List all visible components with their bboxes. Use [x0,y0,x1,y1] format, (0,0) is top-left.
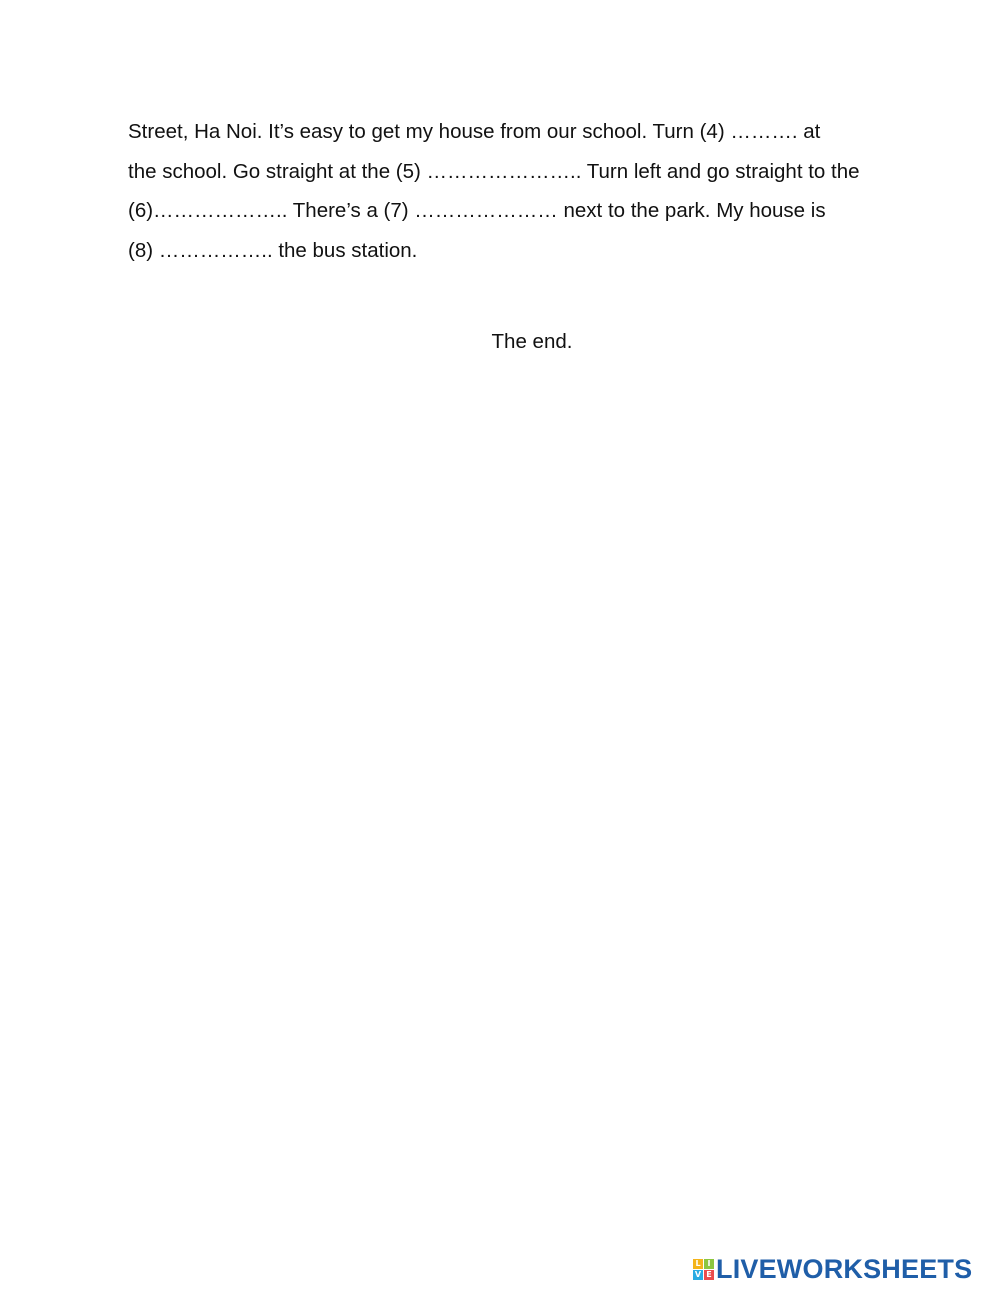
logo-block-l: L [693,1259,703,1269]
logo-text: LIVEWORKSHEETS [716,1254,973,1284]
paragraph-line-4: (8) …………….. the bus station. [128,238,418,262]
closing-text: The end. [491,330,573,353]
logo-blocks-icon [693,1259,714,1280]
liveworksheets-logo [693,1254,972,1284]
paragraph-line-2: the school. Go straight at the (5) ………………….. Turn left and go straight to the [128,159,860,183]
logo-block-e: E [704,1270,714,1280]
exercise-paragraph [128,112,948,270]
paragraph-line-1: Street, Ha Noi. It’s easy to get my house from our school. Turn (4) ………. at [128,120,821,143]
logo-block-i: I [704,1259,714,1269]
paragraph-line-3: (6)……………….. There’s a (7) ………………… next to the park. My house is [128,199,826,222]
logo-block-v: V [694,1269,702,1279]
